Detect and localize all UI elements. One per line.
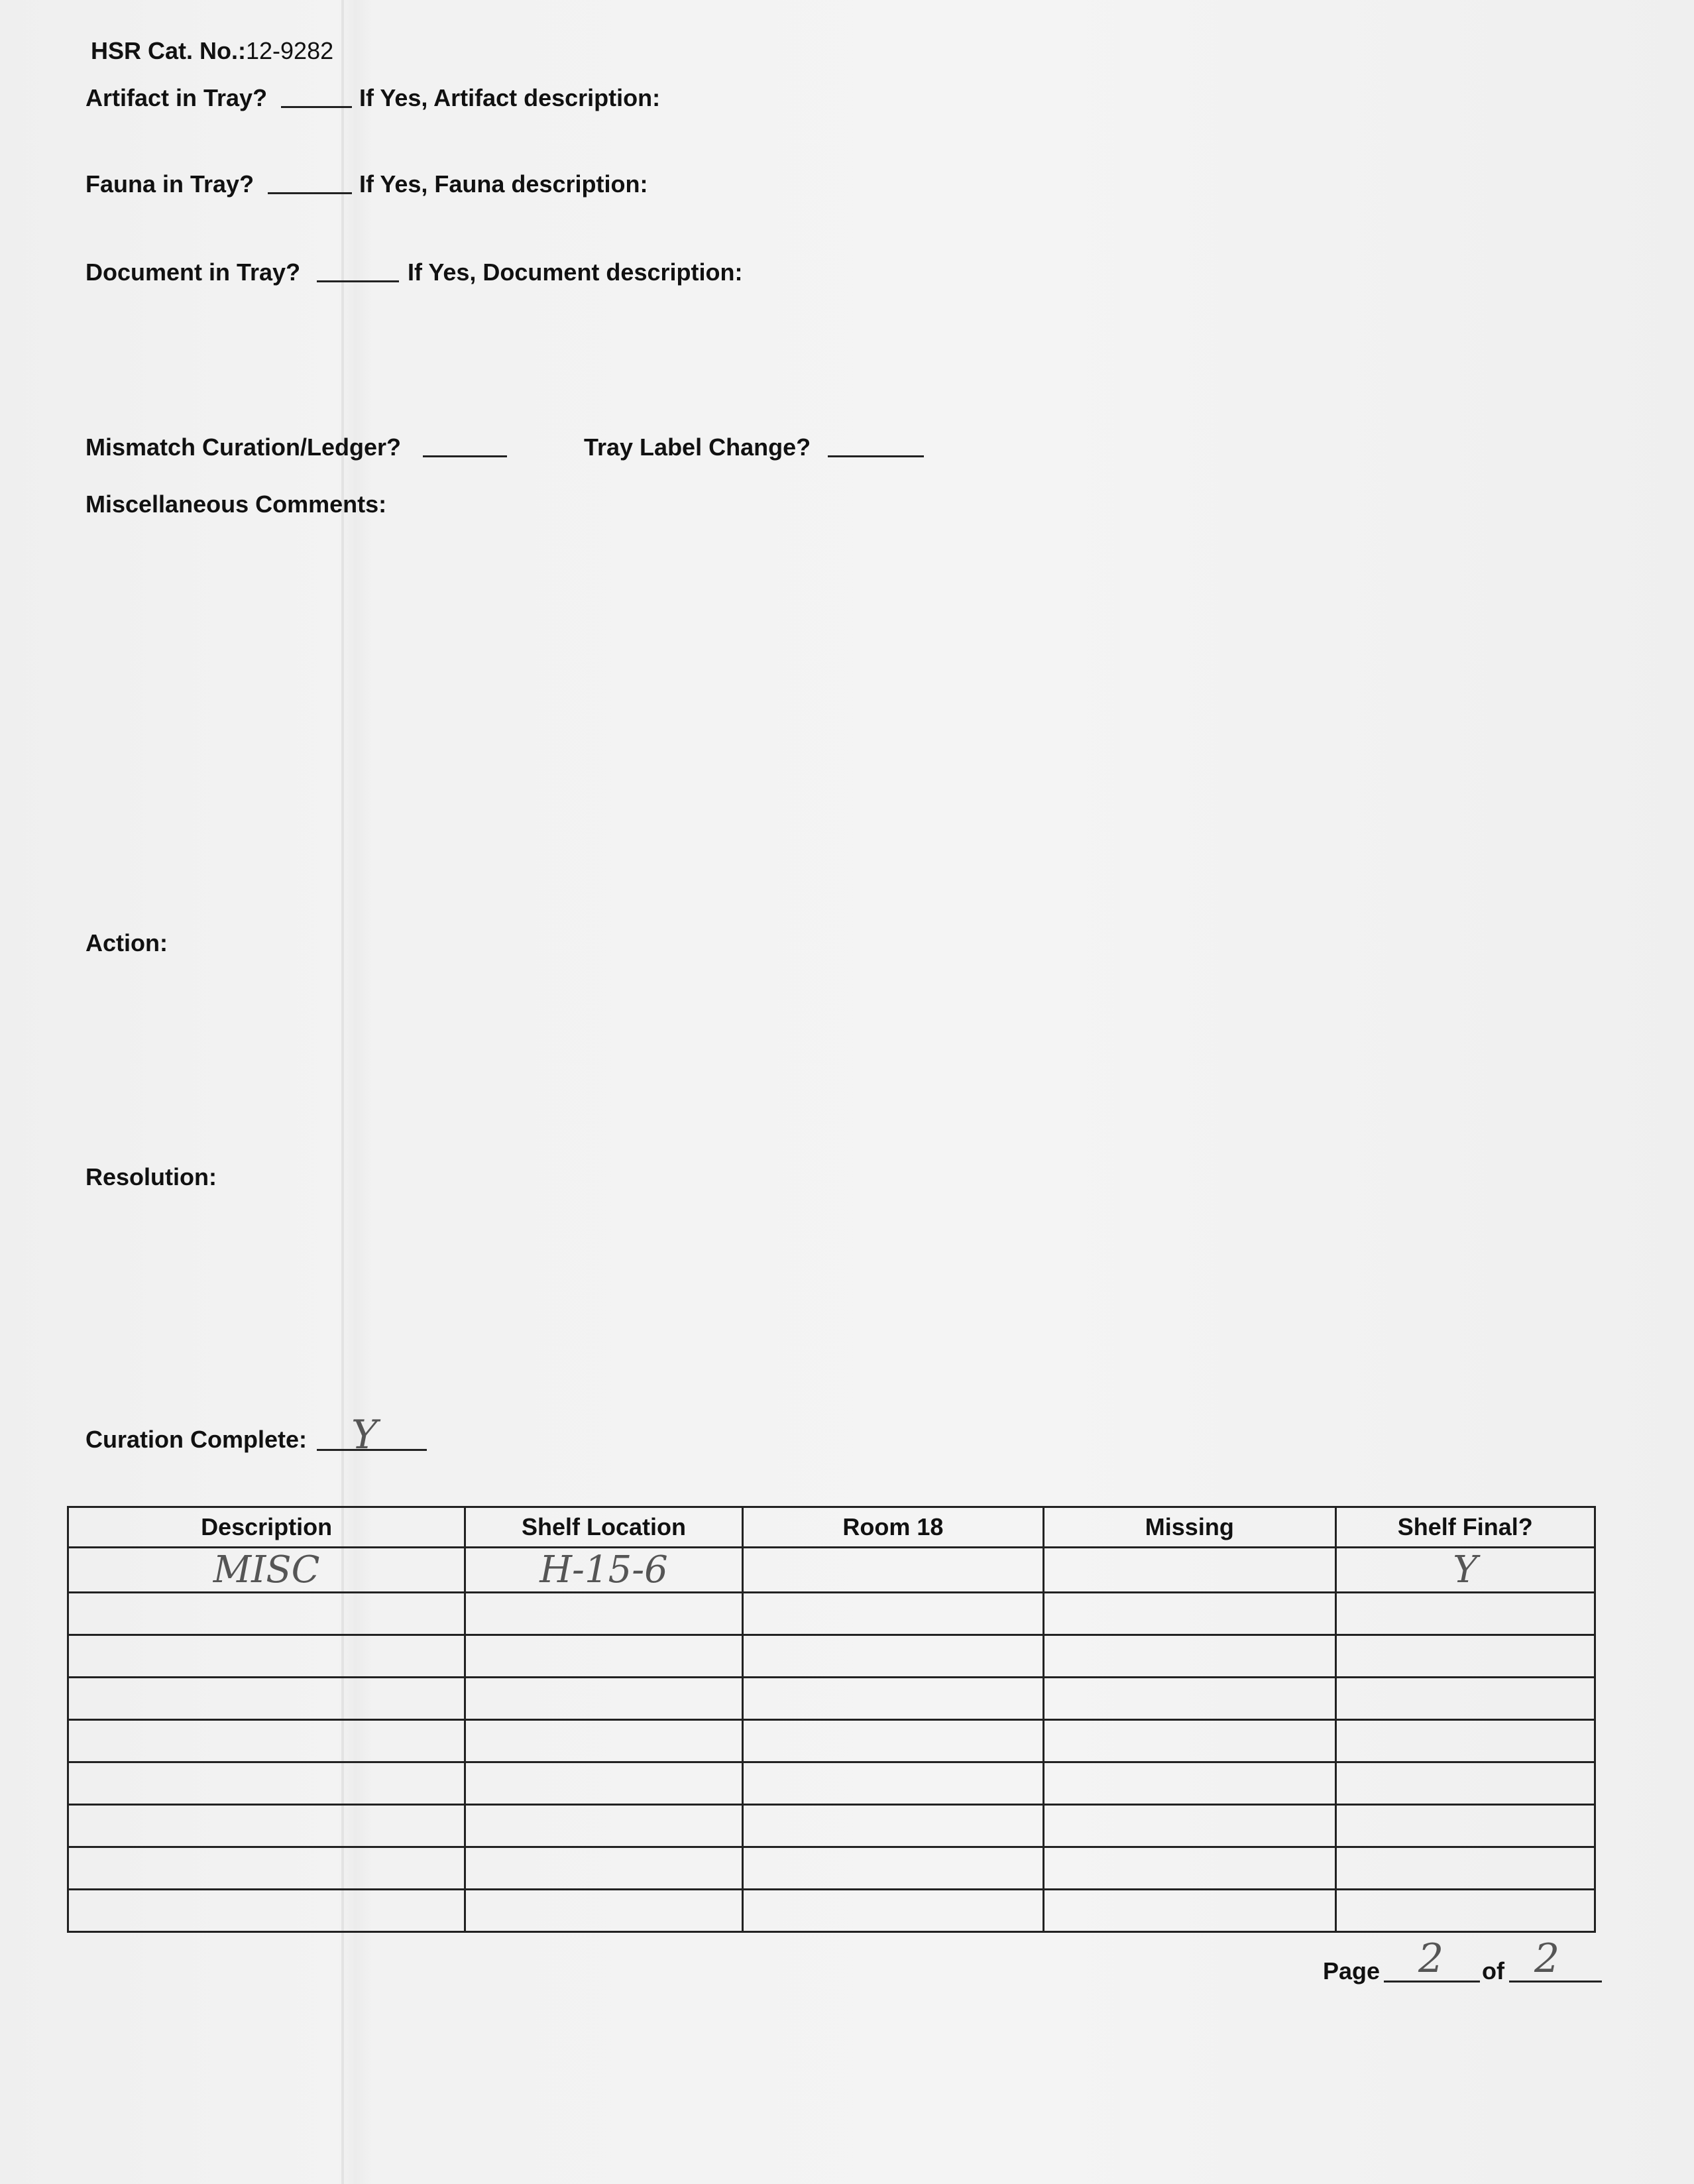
table-cell[interactable] [465, 1720, 743, 1762]
table-cell[interactable] [68, 1720, 465, 1762]
table-cell[interactable] [1044, 1635, 1335, 1678]
table-cell[interactable] [465, 1762, 743, 1805]
table-cell[interactable] [465, 1805, 743, 1847]
curation-complete-label: Curation Complete: [85, 1426, 308, 1453]
table-cell[interactable] [1044, 1805, 1335, 1847]
table-cell[interactable] [1335, 1593, 1595, 1635]
table-cell[interactable] [465, 1635, 743, 1678]
cat-no-label [91, 37, 333, 65]
col-header-description: Description [68, 1507, 465, 1548]
table-row [68, 1890, 1595, 1932]
document-description-label: If Yes, Document description: [408, 259, 743, 286]
artifact-description-label: If Yes, Artifact description: [359, 84, 661, 111]
table-cell[interactable] [1044, 1678, 1335, 1720]
table-cell[interactable] [1335, 1890, 1595, 1932]
table-cell[interactable] [68, 1593, 465, 1635]
table-cell[interactable] [68, 1847, 465, 1890]
table-cell[interactable] [742, 1805, 1043, 1847]
table-row [68, 1805, 1595, 1847]
table-cell[interactable] [68, 1890, 465, 1932]
col-header-room-18: Room 18 [742, 1507, 1043, 1548]
table-cell[interactable] [742, 1548, 1043, 1593]
table-cell[interactable] [742, 1678, 1043, 1720]
table-cell[interactable] [465, 1593, 743, 1635]
table-header-row [68, 1507, 1595, 1548]
table-cell[interactable] [1044, 1593, 1335, 1635]
table-row [68, 1762, 1595, 1805]
mismatch-answer-line[interactable] [423, 455, 507, 457]
table-cell[interactable] [1044, 1548, 1335, 1593]
page-number-value: 2 [1418, 1935, 1444, 1982]
table-cell[interactable] [1335, 1762, 1595, 1805]
fauna-answer-line[interactable] [268, 192, 352, 194]
table-cell[interactable] [742, 1593, 1043, 1635]
table-row [68, 1720, 1595, 1762]
table-cell[interactable] [742, 1890, 1043, 1932]
table-cell[interactable] [68, 1805, 465, 1847]
col-header-shelf-final: Shelf Final? [1335, 1507, 1595, 1548]
resolution-label: Resolution: [85, 1163, 217, 1190]
action-label: Action: [85, 929, 168, 956]
table-cell[interactable] [68, 1635, 465, 1678]
col-header-missing: Missing [1044, 1507, 1335, 1548]
table-cell[interactable] [742, 1720, 1043, 1762]
table-cell[interactable] [1044, 1762, 1335, 1805]
page-total-value: 2 [1534, 1935, 1560, 1982]
mismatch-question: Mismatch Curation/Ledger? [85, 433, 402, 461]
table-cell[interactable]: MISC [68, 1548, 465, 1593]
table-cell[interactable] [1335, 1847, 1595, 1890]
table-row [68, 1593, 1595, 1635]
document-question: Document in Tray? [85, 259, 301, 286]
col-header-shelf-location: Shelf Location [465, 1507, 743, 1548]
table-cell[interactable] [68, 1678, 465, 1720]
table-cell[interactable] [1335, 1805, 1595, 1847]
table-row [68, 1548, 1595, 1593]
cat-no-label-text: HSR Cat. No.: [91, 37, 246, 64]
curation-table [67, 1506, 1596, 1933]
artifact-question: Artifact in Tray? [85, 84, 268, 111]
table-cell[interactable] [1335, 1678, 1595, 1720]
of-label: of [1482, 1957, 1504, 1984]
table-cell[interactable] [1044, 1890, 1335, 1932]
misc-comments-label: Miscellaneous Comments: [85, 490, 387, 518]
tray-label-question: Tray Label Change? [584, 433, 811, 461]
table-cell[interactable] [1335, 1720, 1595, 1762]
table-row [68, 1635, 1595, 1678]
table-cell[interactable] [1335, 1635, 1595, 1678]
document-answer-line[interactable] [317, 280, 399, 282]
table-cell[interactable] [68, 1762, 465, 1805]
table-cell[interactable] [465, 1847, 743, 1890]
table-cell[interactable] [1044, 1720, 1335, 1762]
fauna-description-label: If Yes, Fauna description: [359, 170, 648, 198]
table-cell[interactable] [465, 1890, 743, 1932]
curation-complete-value: Y [351, 1412, 378, 1458]
cat-no-value: 12-9282 [246, 37, 334, 64]
fauna-question: Fauna in Tray? [85, 170, 254, 198]
table-row [68, 1847, 1595, 1890]
table-cell[interactable] [465, 1678, 743, 1720]
artifact-answer-line[interactable] [281, 106, 352, 108]
table-row [68, 1678, 1595, 1720]
table-cell[interactable] [742, 1635, 1043, 1678]
table-cell[interactable]: Y [1335, 1548, 1595, 1593]
page-label: Page [1323, 1957, 1381, 1984]
table-cell[interactable] [1044, 1847, 1335, 1890]
table-cell[interactable]: H-15-6 [465, 1548, 743, 1593]
tray-label-answer-line[interactable] [828, 455, 924, 457]
table-cell[interactable] [742, 1762, 1043, 1805]
table-cell[interactable] [742, 1847, 1043, 1890]
